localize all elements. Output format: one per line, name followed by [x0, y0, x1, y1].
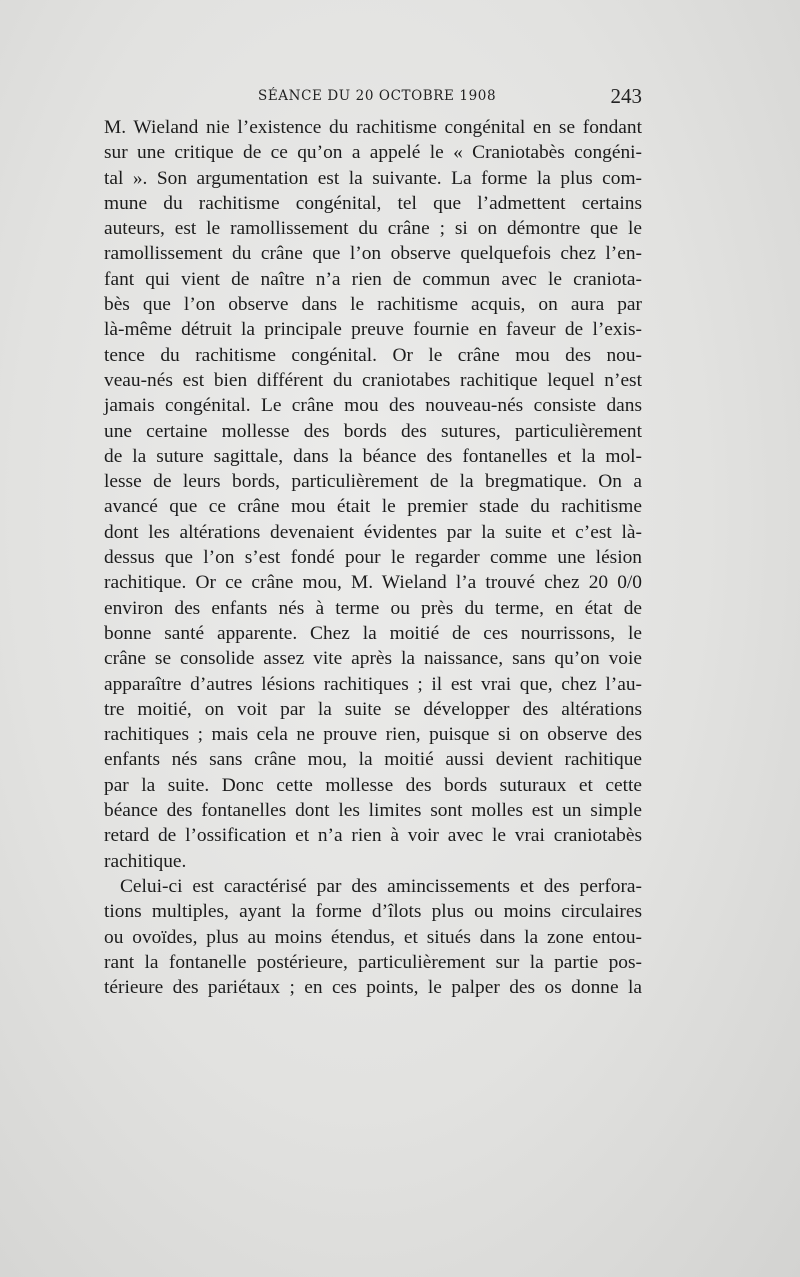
- text-line: rachitiques ; mais cela ne prouve rien, puisque si on observe des: [104, 724, 642, 746]
- text-line: crâne se consolide assez vite après la naissance, sans qu’on voie: [104, 648, 642, 670]
- text-line: béance des fontanelles dont les limites sont molles est un simple: [104, 800, 642, 822]
- text-line: par la suite. Donc cette mollesse des bords suturaux et cette: [104, 774, 642, 796]
- text-line: lesse de leurs bords, particulièrement de la bregmatique. On a: [104, 471, 642, 493]
- text-line: auteurs, est le ramollissement du crâne ; si on démontre que le: [104, 218, 642, 240]
- text-line: M. Wieland nie l’existence du rachitisme congénital en se fondant: [104, 117, 642, 138]
- text-line: dont les altérations devenaient évidentes par la suite et c’est là-: [104, 521, 642, 543]
- body-text: [104, 115, 642, 1000]
- running-title: SÉANCE DU 20 OCTOBRE 1908: [258, 88, 497, 104]
- running-head: [0, 84, 800, 108]
- text-line: environ des enfants nés à terme ou près du terme, en état de: [104, 597, 642, 619]
- text-line: bès que l’on observe dans le rachitisme acquis, on aura par: [104, 294, 642, 316]
- text-line: retard de l’ossification et n’a rien à voir avec le vrai craniotabès: [104, 825, 642, 847]
- text-line: tre moitié, on voit par la suite se développer des altérations: [104, 698, 642, 720]
- text-line: jamais congénital. Le crâne mou des nouveau-nés consiste dans: [104, 395, 642, 417]
- text-line: ramollissement du crâne que l’on observe quelquefois chez l’en-: [104, 243, 642, 265]
- text-line: tions multiples, ayant la forme d’îlots plus ou moins circulaires: [104, 901, 642, 923]
- text-line: térieure des pariétaux ; en ces points, le palper des os donne la: [104, 977, 642, 999]
- text-line: bonne santé apparente. Chez la moitié de ces nourrissons, le: [104, 622, 642, 644]
- text-line: dessus que l’on s’est fondé pour le regarder comme une lésion: [104, 547, 642, 569]
- text-line: enfants nés sans crâne mou, la moitié aussi devient rachitique: [104, 749, 642, 771]
- page-number: 243: [610, 84, 642, 108]
- text-line: une certaine mollesse des bords des sutures, particulièrement: [104, 420, 642, 442]
- text-line: de la suture sagittale, dans la béance des fontanelles et la mol-: [104, 445, 642, 467]
- paragraph-2: [104, 874, 642, 1000]
- text-line: tence du rachitisme congénital. Or le crâne mou des nou-: [104, 344, 642, 366]
- text-line: rachitique. Or ce crâne mou, M. Wieland l’a trouvé chez 20 0/0: [104, 572, 642, 594]
- text-line: rant la fontanelle postérieure, particulièrement sur la partie pos-: [104, 951, 642, 973]
- text-line: ou ovoïdes, plus au moins étendus, et situés dans la zone entou-: [104, 926, 642, 948]
- text-line: fant qui vient de naître n’a rien de commun avec le craniota-: [104, 268, 642, 290]
- text-line: avancé que ce crâne mou était le premier stade du rachitisme: [104, 496, 642, 518]
- text-line: sur une critique de ce qu’on a appelé le « Craniotabès congéni-: [104, 142, 642, 164]
- text-line: là-même détruit la principale preuve fournie en faveur de l’exis-: [104, 319, 642, 341]
- text-line: tal ». Son argumentation est la suivante. La forme la plus com-: [104, 167, 642, 189]
- text-line: mune du rachitisme congénital, tel que l’admettent certains: [104, 192, 642, 214]
- text-line: veau-nés est bien différent du craniotabes rachitique lequel n’est: [104, 369, 642, 391]
- text-line: apparaître d’autres lésions rachitiques ; il est vrai que, chez l’au-: [104, 673, 642, 695]
- paragraph-1: [104, 115, 642, 874]
- text-line: rachitique.: [104, 850, 187, 872]
- text-line: Celui-ci est caractérisé par des amincissements et des perfora-: [120, 875, 642, 897]
